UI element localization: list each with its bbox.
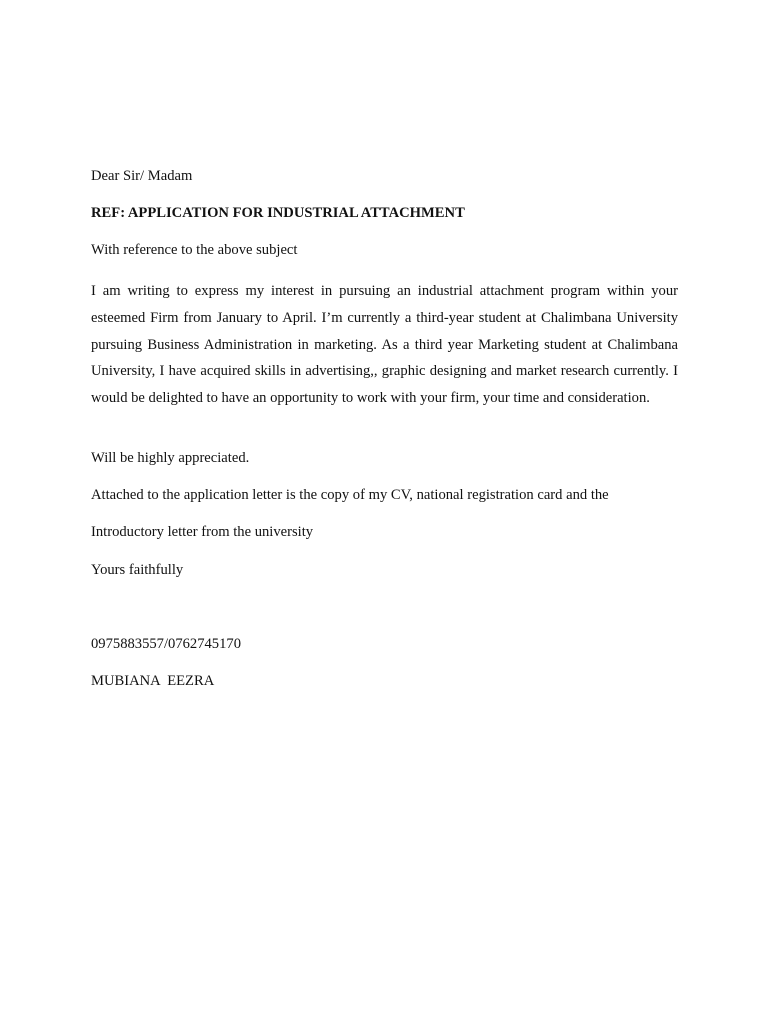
phone-number: 0975883557/0762745170 (91, 636, 241, 652)
reference-heading: REF: APPLICATION FOR INDUSTRIAL ATTACHMENT (91, 205, 465, 221)
intro-line: With reference to the above subject (91, 242, 298, 258)
closing-line: Yours faithfully (91, 562, 184, 578)
salutation: Dear Sir/ Madam (91, 168, 193, 184)
attachments-line-1: Attached to the application letter is the copy of my CV, national registration card and the (91, 487, 609, 503)
appreciation-line: Will be highly appreciated. (91, 450, 250, 466)
body-paragraph: I am writing to express my interest in pursuing an industrial attachment program within your esteemed Firm from January to April. I’m currently a third-year student at Chalimbana University pursuing Business Administration in marketing. As a third year Marketing student at Chalimbana University, I have acquired skills in advertising,, graphic designing and market research currently. I would be delighted to have an opportunity to work with your firm, your time and consideration. (91, 283, 678, 407)
signatory-name: MUBIANA EEZRA (91, 673, 215, 689)
attachments-line-2: Introductory letter from the university (91, 524, 314, 540)
